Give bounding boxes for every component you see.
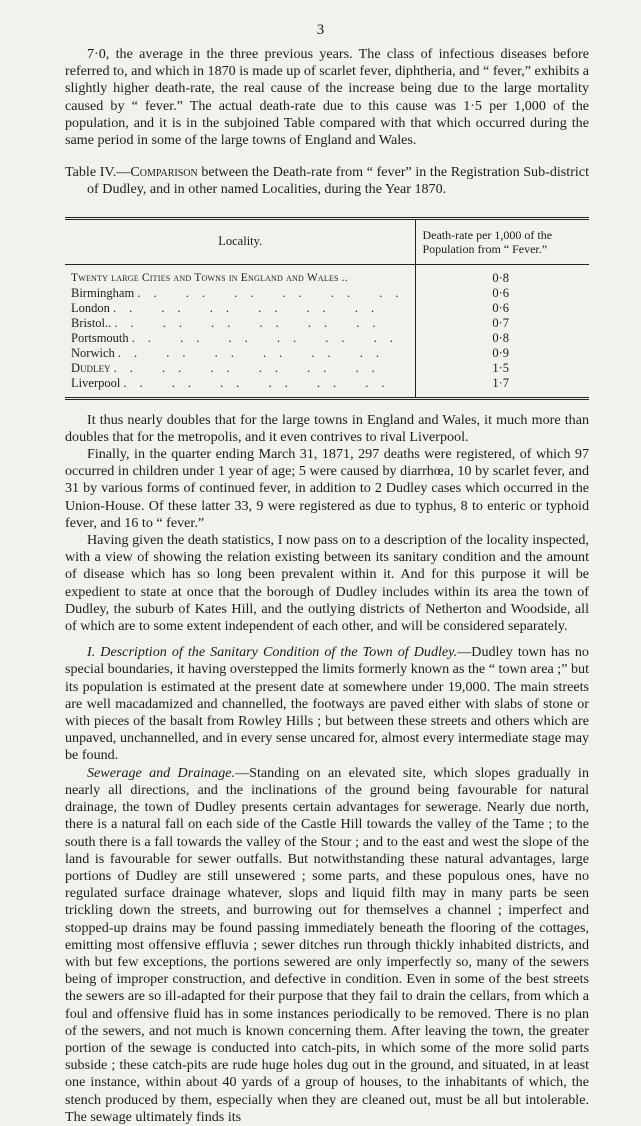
table-row <box>65 376 589 399</box>
row-locality: Liverpool .. .. .. .. .. .. <box>65 376 416 399</box>
row-locality: Dudley .. .. .. .. .. .. <box>65 361 416 376</box>
table-caption-smallcaps: Comparison <box>130 164 198 181</box>
table-row <box>65 316 589 331</box>
paragraph-locality-intro: Having given the death statistics, I now pass on to a description of the locality inspected, with a view of showing the relation existing between its sanitary condition and the amount of disease which has so long been prevalent within it. And for this purpose it will be expedient to state at once that the borough of Dudley includes within its area the town of Dudley, the suburb of Kates Hill, and the outlying districts of Netherton and Woodside, all of which are to some extent independent of each other, and will be considered separately. <box>65 532 589 635</box>
table-row <box>65 346 589 361</box>
table-caption-rest: between the Death-rate from “ fever” in the Registration Sub-district of Dudley, and in other named Localities, during the Year 1870. <box>87 164 589 198</box>
paragraph-death-rate: 7·0, the average in the three previous years. The class of infectious diseases before referred to, and which in 1870 is made up of scarlet fever, diphtheria, and “ fever,” exhibits a slightly higher death-rate, the real cause of the increase being due to the large mortality caused by “ fever.” The actual death-rate due to this cause was 1·5 per 1,000 of the population, and it is in the subjoined Table compared with that which occurred during the same period in some of the large towns of England and Wales. <box>65 46 589 149</box>
row-value: 0·8 <box>492 270 510 285</box>
row-locality: Portsmouth .. .. .. .. .. .. <box>65 331 416 346</box>
table-row <box>65 331 589 346</box>
row-locality: Twenty large Cities and Towns in England and Wales .. <box>65 264 416 286</box>
section-heading-town: I. Description of the Sanitary Condition of the Town of Dudley. <box>87 644 458 661</box>
row-locality: London .. .. .. .. .. .. <box>65 301 416 316</box>
page-number: 3 <box>316 22 325 38</box>
table-caption <box>65 164 589 198</box>
row-value: 1·5 <box>492 360 510 375</box>
paragraph-quarter-deaths: Finally, in the quarter ending March 31, 1871, 297 deaths were registered, of which 97 occurred in children under 1 year of age; 5 were caused by diarrhœa, 10 by scarlet fever, and 31 by various forms of continued fever, in addition to 2 Dudley cases which occurred in the Union-House. Of these latter 33, 9 were registered as due to typhus, 8 to enteric or typhoid fever, and 16 to “ fever.” <box>65 446 589 531</box>
table-row <box>65 301 589 316</box>
table-caption-lead: Table IV.— <box>65 164 131 181</box>
row-value: 0·7 <box>492 315 510 330</box>
row-value: 1·7 <box>492 375 510 390</box>
row-value: 0·9 <box>492 345 510 360</box>
table-row <box>65 264 589 286</box>
table-row <box>65 286 589 301</box>
row-locality: Norwich .. .. .. .. .. .. <box>65 346 416 361</box>
row-locality: Bristol.. .. .. .. .. .. .. <box>65 316 416 331</box>
paragraph-comparison: It thus nearly doubles that for the large towns in England and Wales, it much more than doubles that for the metropolis, and it even contrives to rival Liverpool. <box>65 411 589 445</box>
paragraph-town-description: I. Description of the Sanitary Condition of the Town of Dudley.—Dudley town has no special boundaries, it having overstepped the limits formerly known as the “ town area ;” but its population is estimated at the present date at somewhere under 19,000. The main streets are well macadamized and channelled, the footways are paved either with slabs of stone or with pieces of the basalt from Rowley Hills ; but between these streets and others which are unpaved, unchannelled, and in every sense uncared for, almost every intermediate stage may be found. <box>65 644 589 764</box>
header-death-rate: Death-rate per 1,000 of the Population from “ Fever.” <box>416 218 589 264</box>
table-header-row <box>65 218 589 264</box>
row-value: 0·6 <box>492 300 510 315</box>
section-heading-sewerage: Sewerage and Drainage. <box>87 764 236 781</box>
page-body <box>65 46 589 1126</box>
row-locality: Birmingham .. .. .. .. .. .. <box>65 286 416 301</box>
comparison-table <box>65 217 589 400</box>
header-locality: Locality. <box>65 218 416 264</box>
paragraph-sewerage: Sewerage and Drainage.—Standing on an elevated site, which slopes gradually in nearly all directions, and the inclinations of the ground being favourable for natural drainage, the town of Dudley presents certain advantages for sewerage. Nearly due north, there is a natural fall on each side of the Castle Hill towards the valley of the Tame ; to the south there is a fall towards the valley of the Stour ; and to the east and west the slope of the land is favourable for sewer outfalls. But notwithstanding these natural advantages, large portions of Dudley are still unsewered ; some parts, and these populous ones, have no regulated surface drainage whatever, slops and liquid filth may in many parts be seen trickling down the streets, and burrowing out for themselves a channel ; imperfect and stopped-up drains may be found passing immediately beneath the flooring of the cottages, emitting most offensive effluvia ; sewer ditches run through thickly inhabited districts, and with but few exceptions, the portions sewered are only imperfectly so, many of the sewers being of improper construction, and defective in condition. Even in some of the best streets the sewers are so ill-adapted for their purpose that they fail to drain the cellars, from which a foul and offensive fluid has in some instances periodically to be removed. There is no plan of the sewers, and not much is known concerning them. After leaving the town, the greater portion of the sewage is conducted into catch-pits, in which some of the more solid parts subside ; these catch-pits are rude huge holes dug out in the ground, and situated, in at least one instance, within about 40 yards of a group of houses, to the inhabitants of which, the stench produced by them, especially when they are cleaned out, must be all but intolerable. The sewage ultimately finds its <box>65 764 589 1125</box>
row-value: 0·8 <box>492 330 510 345</box>
row-value: 0·6 <box>492 285 510 300</box>
table-row <box>65 361 589 376</box>
